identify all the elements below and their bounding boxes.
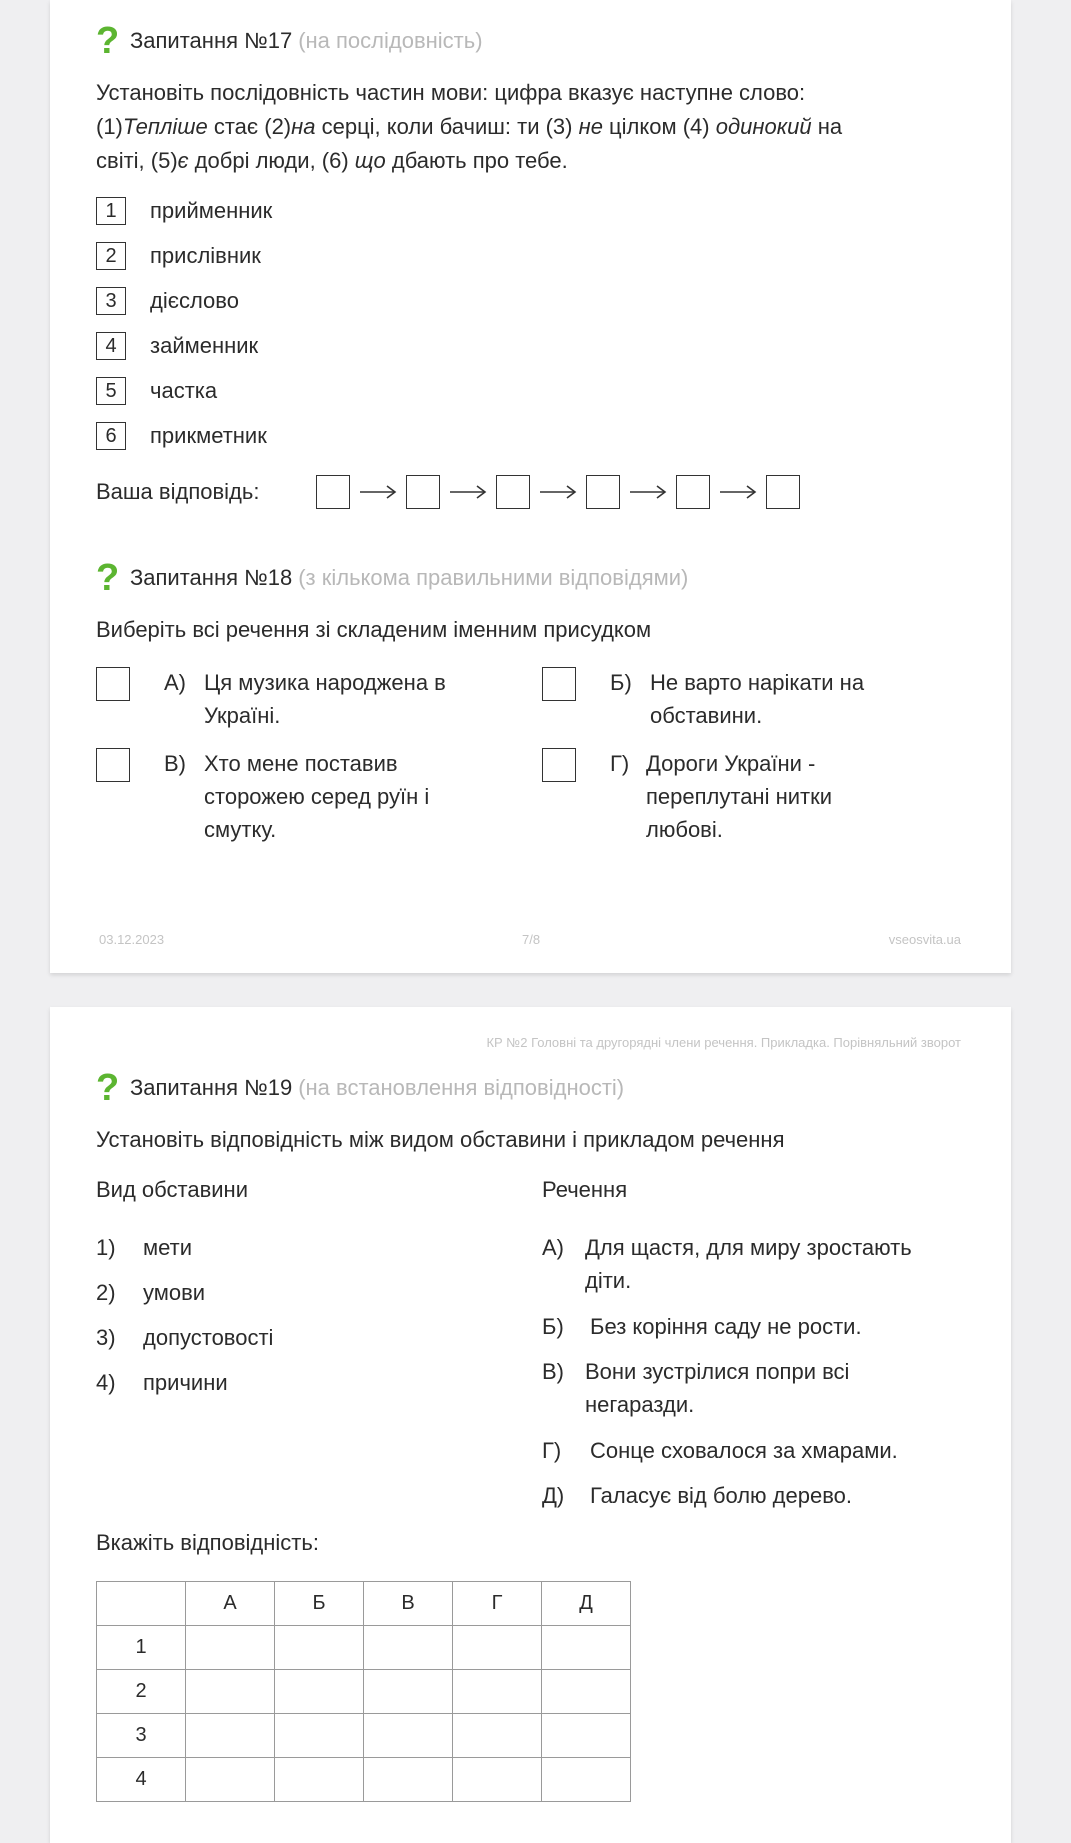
checkbox[interactable]	[96, 748, 130, 782]
answer-cell[interactable]	[275, 1626, 364, 1670]
footer-date: 03.12.2023	[99, 932, 165, 947]
arrow-right-icon	[440, 475, 496, 509]
q19-prompt: Установіть відповідність між видом обставини і прикладом речення	[96, 1127, 785, 1152]
answer-box[interactable]	[496, 475, 530, 509]
q17-prompt-line3: світі, (5)є добрі люди, (6) що дбають про тебе.	[96, 148, 568, 173]
list-item: 1) мети	[96, 1235, 192, 1260]
column-header: Г	[453, 1582, 542, 1626]
row-header: 3	[97, 1714, 186, 1758]
option-label: прийменник	[150, 198, 273, 223]
answer-cell[interactable]	[275, 1758, 364, 1802]
q17-prompt-line2: (1)Тепліше стає (2)на серці, коли бачиш: ти (3) не цілком (4) одинокий на	[96, 114, 843, 139]
option-number: 1	[96, 197, 126, 225]
answer-cell[interactable]	[542, 1670, 631, 1714]
answer-cell[interactable]	[364, 1714, 453, 1758]
answer-box[interactable]	[406, 475, 440, 509]
q18-header	[96, 559, 688, 597]
column-header: В	[364, 1582, 453, 1626]
q19-header	[96, 1069, 624, 1107]
page-8	[50, 1007, 1011, 1843]
answer-cell[interactable]	[275, 1714, 364, 1758]
answer-cell[interactable]	[186, 1626, 275, 1670]
table-row	[97, 1758, 631, 1802]
arrow-right-icon	[710, 475, 766, 509]
checkbox[interactable]	[96, 667, 130, 701]
answer-cell[interactable]	[186, 1714, 275, 1758]
answer-cell[interactable]	[453, 1758, 542, 1802]
answer-box[interactable]	[676, 475, 710, 509]
arrow-right-icon	[530, 475, 586, 509]
question-mark-icon: ?	[96, 20, 120, 62]
q17-title: Запитання №17	[130, 28, 293, 53]
list-item: 2) умови	[96, 1280, 206, 1305]
column-header: А	[186, 1582, 275, 1626]
option-number: 3	[96, 287, 126, 315]
q19-title: Запитання №19	[130, 1075, 293, 1100]
option-letter: Г)	[610, 751, 630, 776]
q17-header	[96, 22, 483, 60]
answer-box[interactable]	[316, 475, 350, 509]
q18-title: Запитання №18	[130, 565, 293, 590]
q18-type: (з кількома правильними відповідями)	[298, 565, 689, 590]
answer-cell[interactable]	[186, 1670, 275, 1714]
page-header: КР №2 Головні та другорядні члени речення. Прикладка. Порівняльний зворот	[486, 1035, 961, 1050]
list-item: 4) причини	[96, 1370, 228, 1395]
answer-cell[interactable]	[453, 1670, 542, 1714]
footer-site: vseosvita.ua	[888, 932, 961, 947]
answer-label: Ваша відповідь:	[96, 479, 260, 504]
q17-option	[96, 421, 267, 451]
option-text: Не варто нарікати на обставини.	[650, 670, 865, 728]
column-header: Б	[275, 1582, 364, 1626]
option-label: займенник	[150, 333, 259, 358]
option-label: дієслово	[150, 288, 239, 313]
answer-box[interactable]	[586, 475, 620, 509]
q17-type: (на послідовність)	[298, 28, 483, 53]
option-text: Хто мене поставив сторожею серед руїн і смутку.	[204, 751, 430, 842]
answer-cell[interactable]	[542, 1758, 631, 1802]
answer-cell[interactable]	[453, 1626, 542, 1670]
row-header: 1	[97, 1626, 186, 1670]
arrow-right-icon	[350, 475, 406, 509]
option-number: 2	[96, 242, 126, 270]
answer-cell[interactable]	[364, 1758, 453, 1802]
right-column-heading: Речення	[542, 1177, 628, 1202]
option-number: 5	[96, 377, 126, 405]
q17-prompt-line1: Установіть послідовність частин мови: цифра вказує наступне слово:	[96, 80, 806, 105]
answer-box[interactable]	[766, 475, 800, 509]
column-header: Д	[542, 1582, 631, 1626]
q17-option	[96, 196, 272, 226]
page-7	[50, 0, 1011, 973]
q19-type: (на встановлення відповідності)	[298, 1075, 625, 1100]
option-letter: А)	[164, 670, 186, 695]
left-column-heading: Вид обставини	[96, 1177, 248, 1202]
answer-cell[interactable]	[542, 1714, 631, 1758]
checkbox[interactable]	[542, 667, 576, 701]
answer-cell[interactable]	[453, 1714, 542, 1758]
table-header-row	[97, 1582, 631, 1626]
answer-cell[interactable]	[364, 1670, 453, 1714]
q17-prompt	[96, 76, 842, 178]
option-label: прикметник	[150, 423, 267, 448]
option-label: прислівник	[150, 243, 261, 268]
list-item: Г) Сонце сховалося за хмарами.	[542, 1438, 898, 1463]
footer-page-number: 7/8	[522, 932, 541, 947]
corner-cell	[97, 1582, 186, 1626]
q18-prompt: Виберіть всі речення зі складеним іменним присудком	[96, 617, 652, 642]
option-letter: Б)	[610, 670, 632, 695]
answer-grid	[96, 1581, 631, 1802]
answer-cell[interactable]	[186, 1758, 275, 1802]
question-mark-icon: ?	[96, 1067, 120, 1109]
table-row	[97, 1670, 631, 1714]
question-mark-icon: ?	[96, 557, 120, 599]
answer-cell[interactable]	[275, 1670, 364, 1714]
row-header: 2	[97, 1670, 186, 1714]
list-item: Д) Галасує від болю дерево.	[542, 1483, 852, 1508]
list-item: А) Для щастя, для миру зростають діти.	[542, 1235, 912, 1293]
q17-answer-row	[96, 475, 800, 509]
list-item: Б) Без коріння саду не рости.	[542, 1314, 862, 1339]
option-number: 4	[96, 332, 126, 360]
list-item: В) Вони зустрілися попри всі негаразди.	[542, 1359, 850, 1417]
option-text: Дороги України - переплутані нитки любові.	[646, 751, 833, 842]
answer-cell[interactable]	[542, 1626, 631, 1670]
q17-option	[96, 286, 239, 316]
option-text: Ця музика народжена в Україні.	[204, 670, 446, 728]
checkbox[interactable]	[542, 748, 576, 782]
answer-cell[interactable]	[364, 1626, 453, 1670]
q17-option	[96, 241, 261, 271]
answer-label: Вкажіть відповідність:	[96, 1530, 319, 1555]
option-label: частка	[150, 378, 218, 403]
q17-option	[96, 376, 217, 406]
option-number: 6	[96, 422, 126, 450]
table-row	[97, 1626, 631, 1670]
list-item: 3) допустовості	[96, 1325, 274, 1350]
arrow-right-icon	[620, 475, 676, 509]
table-row	[97, 1714, 631, 1758]
row-header: 4	[97, 1758, 186, 1802]
q17-option	[96, 331, 258, 361]
option-letter: В)	[164, 751, 186, 776]
